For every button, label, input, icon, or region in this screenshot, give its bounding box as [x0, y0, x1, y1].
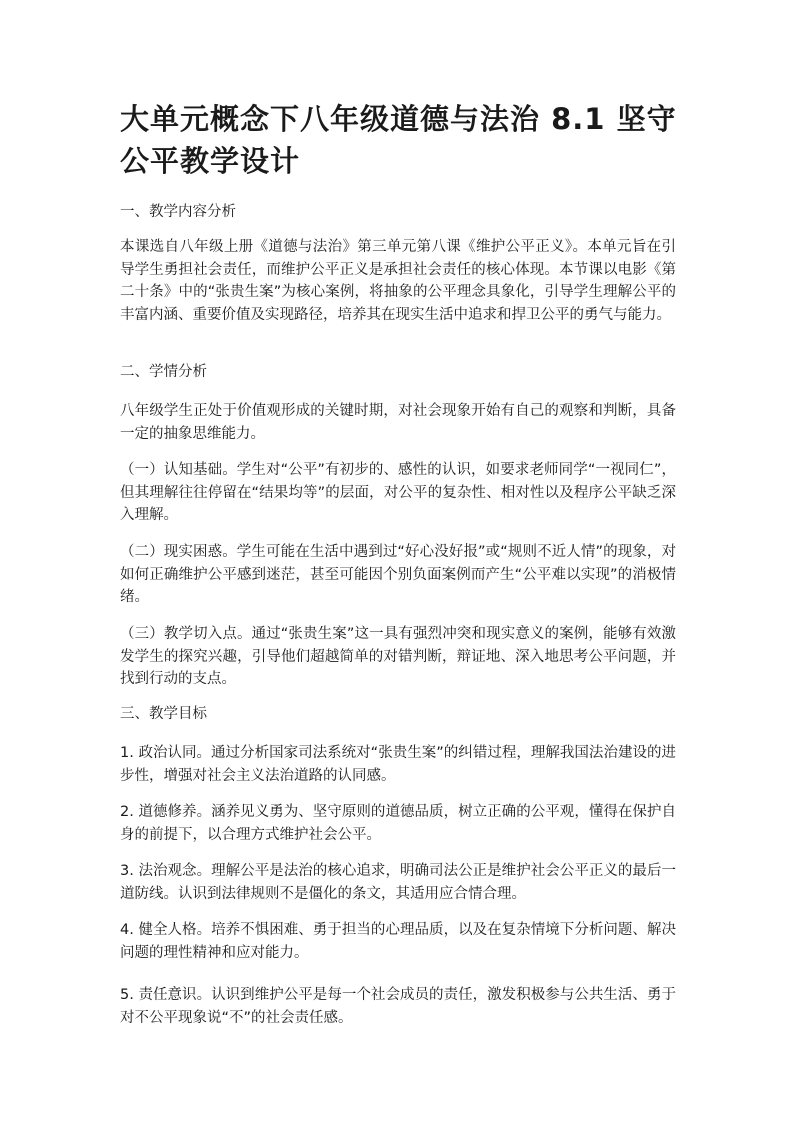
goal-item-sound-personality: 4. 健全人格。培养不惧困难、勇于担当的心理品质，以及在复杂情境下分析问题、解决问题的理性精神和应对能力。	[120, 922, 676, 961]
paragraph-content-analysis: 本课选自八年级上册《道德与法治》第三单元第八课《维护公平正义》。本单元旨在引导学生勇担社会责任，而维护公平正义是承担社会责任的核心体现。本节课以电影《第二十条》中的“张贵生案”为核心案例，将抽象的公平理念具象化，引导学生理解公平的丰富内涵、重要价值及实现路径，培养其在现实生活中追求和捍卫公平的勇气与能力。	[120, 239, 676, 323]
paragraph-real-confusion: （二）现实困惑。学生可能在生活中遇到过“好心没好报”或“规则不近人情”的现象，对如何正确维护公平感到迷茫，甚至可能因个别负面案例而产生“公平难以实现”的消极情绪。	[120, 544, 676, 605]
goal-item-political-identity: 1. 政治认同。通过分析国家司法系统对“张贵生案”的纠错过程，理解我国法治建设的进步性，增强对社会主义法治道路的认同感。	[120, 745, 676, 784]
goal-item-rule-of-law: 3. 法治观念。理解公平是法治的核心追求，明确司法公正是维护社会公平正义的最后一道防线。认识到法律规则不是僵化的条文，其适用应合情合理。	[120, 863, 676, 902]
paragraph-cognitive-basis: （一）认知基础。学生对“公平”有初步的、感性的认识，如要求老师同学“一视同仁”，但其理解往往停留在“结果均等”的层面，对公平的复杂性、相对性以及程序公平缺乏深入理解。	[120, 462, 676, 523]
section-heading-teaching-goals: 三、教学目标	[120, 706, 207, 722]
goal-item-responsibility: 5. 责任意识。认识到维护公平是每一个社会成员的责任，激发积极参与公共生活、勇于对不公平现象说“不”的社会责任感。	[120, 987, 676, 1026]
section-heading-student-analysis: 二、学情分析	[120, 364, 207, 380]
section-heading-content-analysis: 一、教学内容分析	[120, 204, 236, 220]
paragraph-student-overview: 八年级学生正处于价值观形成的关键时期，对社会现象开始有自己的观察和判断，具备一定的抽象思维能力。	[120, 403, 676, 442]
paragraph-entry-point: （三）教学切入点。通过“张贵生案”这一具有强烈冲突和现实意义的案例，能够有效激发学生的探究兴趣，引导他们超越简单的对错判断，辩证地、深入地思考公平问题，并找到行动的支点。	[120, 626, 676, 687]
goal-item-moral-cultivation: 2. 道德修养。涵养见义勇为、坚守原则的道德品质，树立正确的公平观，懂得在保护自身的前提下，以合理方式维护社会公平。	[120, 804, 676, 843]
document-title: 大单元概念下八年级道德与法治 8.1 坚守公平教学设计	[120, 102, 677, 178]
